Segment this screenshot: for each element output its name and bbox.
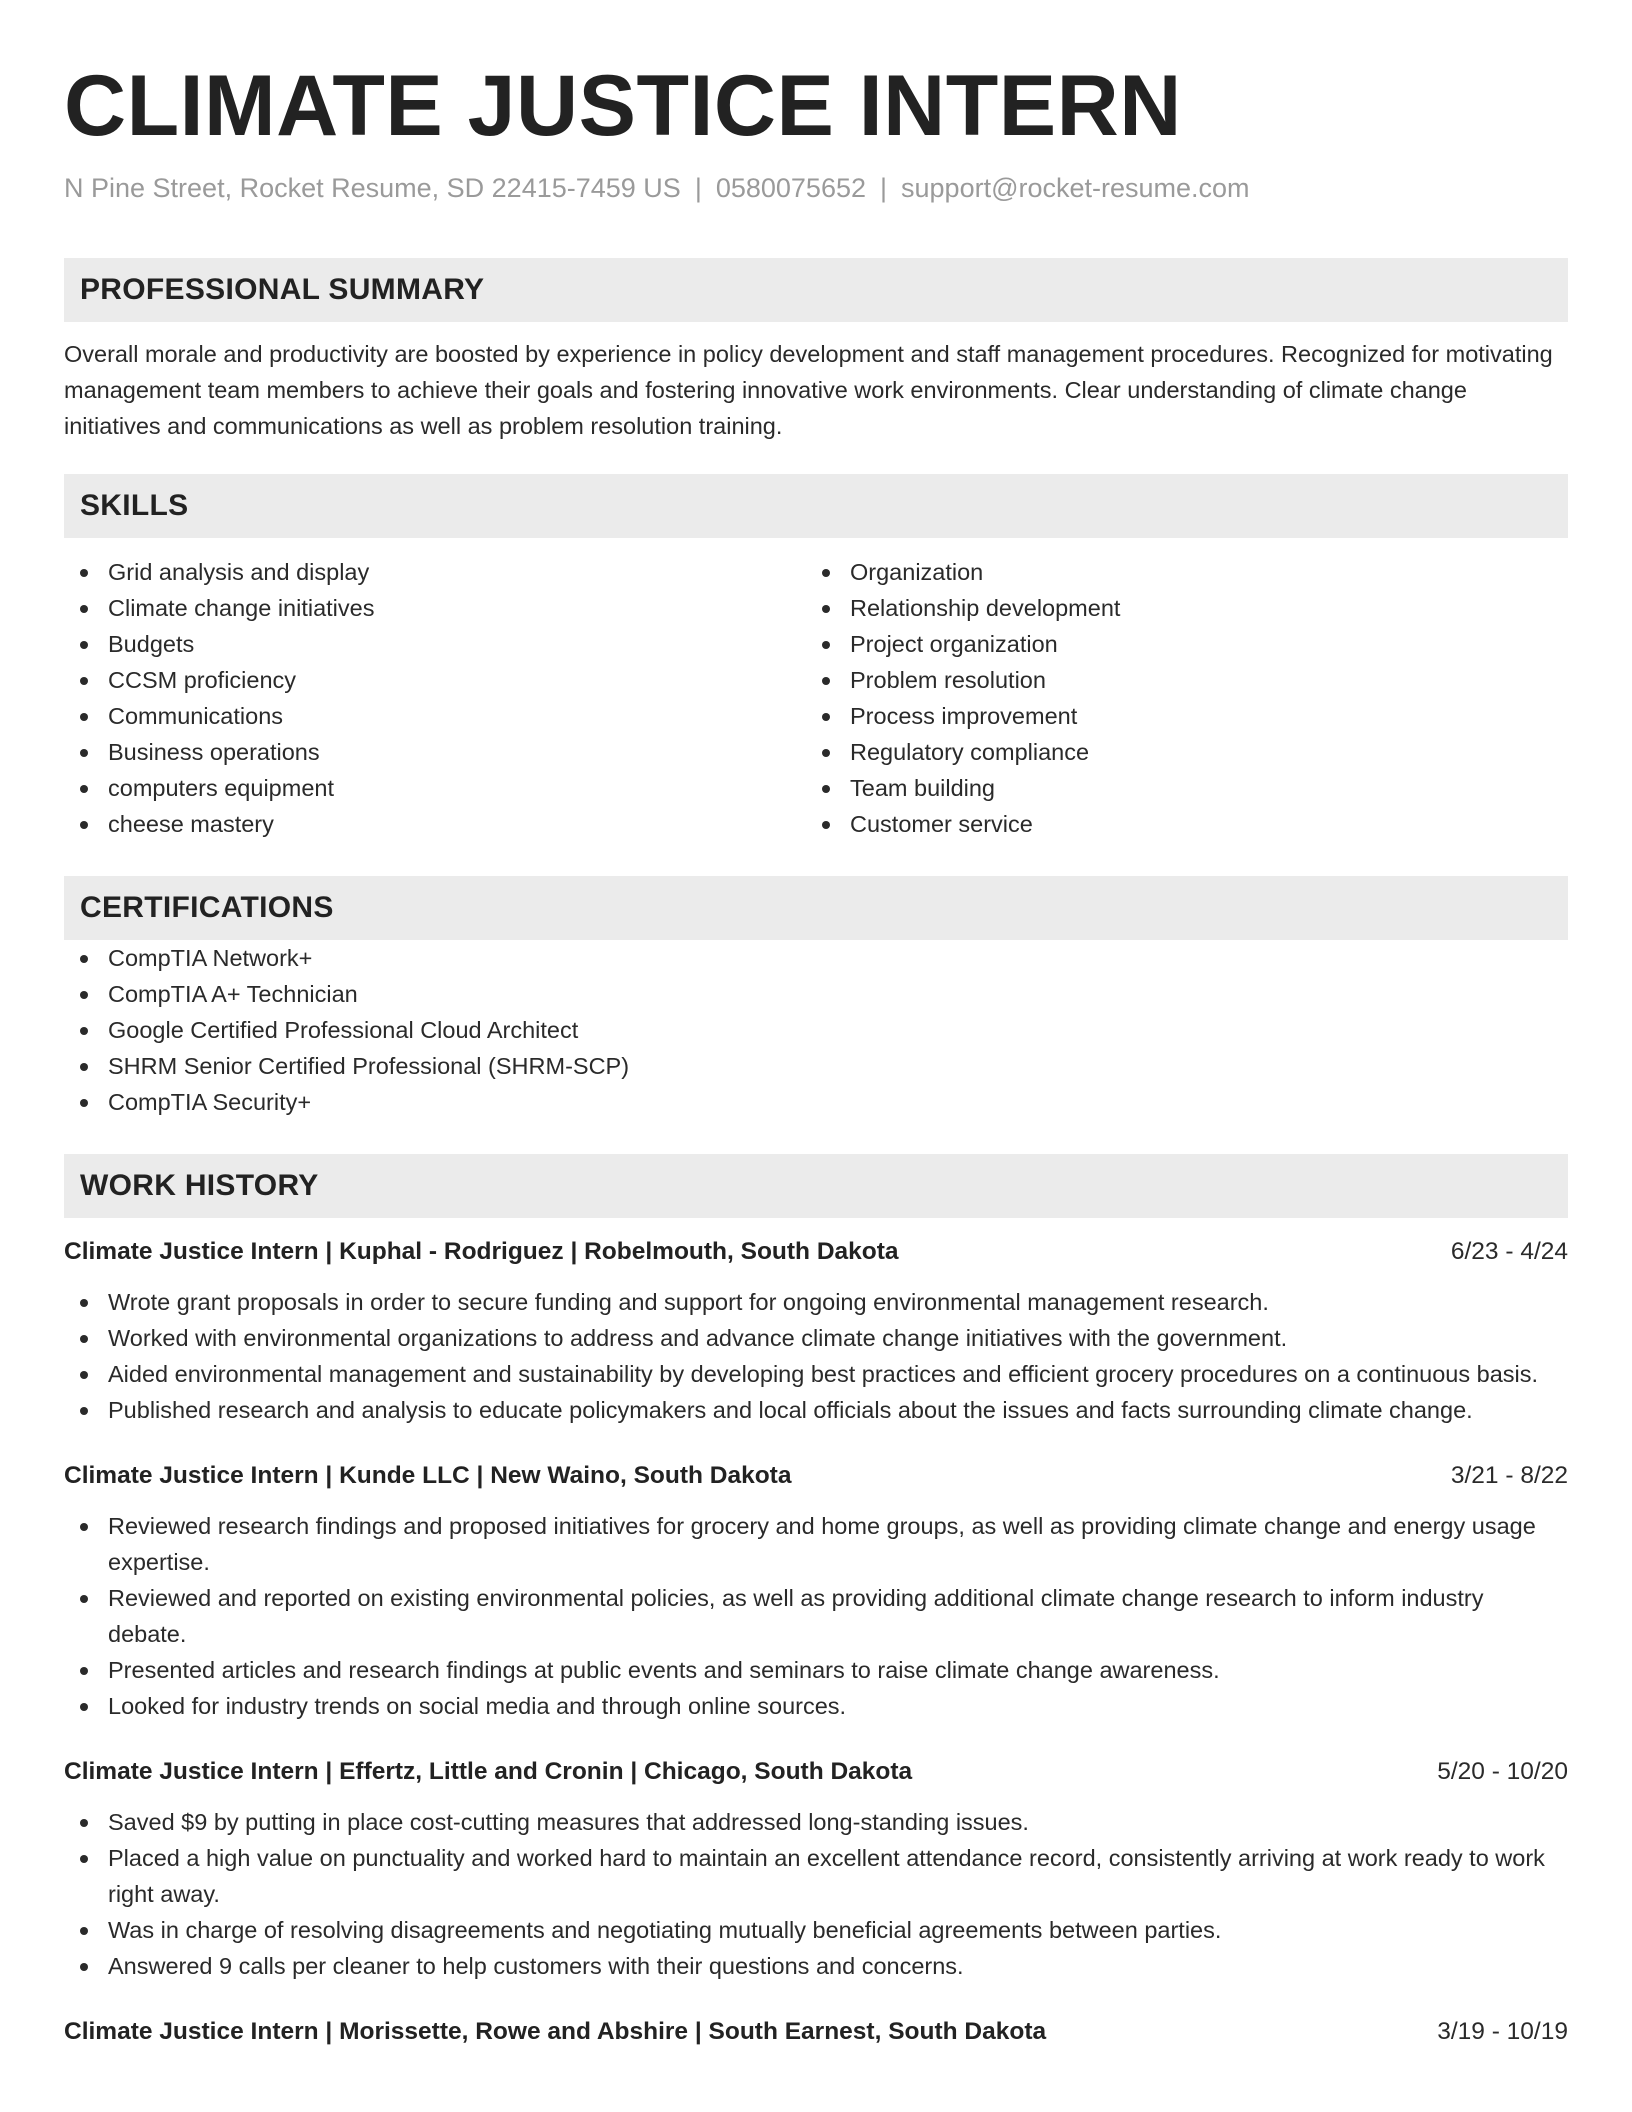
skill-item: Organization	[806, 554, 1548, 590]
contact-line	[64, 170, 1568, 206]
contact-separator: |	[880, 173, 888, 203]
job-title: Climate Justice Intern | Kunde LLC | New Waino, South Dakota	[64, 1462, 792, 1489]
job-bullet: Placed a high value on punctuality and worked hard to maintain an excellent attendance record, consistently arriving at work ready to work right away.	[64, 1840, 1568, 1912]
job-bullets	[64, 1804, 1568, 1984]
job-header	[64, 1458, 1568, 1494]
skill-item: Climate change initiatives	[64, 590, 806, 626]
skill-item: Communications	[64, 698, 806, 734]
contact-phone: 0580075652	[715, 173, 866, 203]
certifications-list	[64, 940, 1568, 1120]
job-bullet: Aided environmental management and sustainability by developing best practices and efficient grocery procedures on a continuous basis.	[64, 1356, 1568, 1392]
job-bullet: Looked for industry trends on social media and through online sources.	[64, 1688, 1568, 1724]
skills-column-left	[64, 554, 806, 842]
job-dates: 3/21 - 8/22	[1450, 1462, 1568, 1489]
job-dates: 6/23 - 4/24	[1450, 1238, 1568, 1265]
job-bullet: Wrote grant proposals in order to secure funding and support for ongoing environmental management research.	[64, 1284, 1568, 1320]
job-bullets	[64, 1508, 1568, 1724]
skill-item: Problem resolution	[806, 662, 1548, 698]
job-header	[64, 2014, 1568, 2050]
contact-email: support@rocket-resume.com	[901, 173, 1250, 203]
skill-item: Customer service	[806, 806, 1548, 842]
certification-item: Google Certified Professional Cloud Architect	[64, 1012, 1568, 1048]
job-bullets	[64, 1284, 1568, 1428]
skill-item: Grid analysis and display	[64, 554, 806, 590]
job-dates: 3/19 - 10/19	[1437, 2018, 1568, 2045]
job-bullet: Reviewed and reported on existing environmental policies, as well as providing additional climate change research to inform industry debate.	[64, 1580, 1568, 1652]
skill-item: cheese mastery	[64, 806, 806, 842]
resume-page	[64, 0, 1568, 2064]
skills-grid	[64, 554, 1568, 842]
skill-item: computers equipment	[64, 770, 806, 806]
certification-item: CompTIA Network+	[64, 940, 1568, 976]
job-dates: 5/20 - 10/20	[1437, 1758, 1568, 1785]
skill-item: CCSM proficiency	[64, 662, 806, 698]
contact-separator: |	[694, 173, 702, 203]
skill-item: Business operations	[64, 734, 806, 770]
contact-address: N Pine Street, Rocket Resume, SD 22415-7459 US	[64, 173, 681, 203]
certifications-heading: CERTIFICATIONS	[64, 876, 1568, 940]
job-bullet: Presented articles and research findings at public events and seminars to raise climate change awareness.	[64, 1652, 1568, 1688]
job-entry	[64, 1754, 1568, 1984]
skills-column-right	[806, 554, 1548, 842]
job-bullet: Answered 9 calls per cleaner to help customers with their questions and concerns.	[64, 1948, 1568, 1984]
job-bullet: Was in charge of resolving disagreements and negotiating mutually beneficial agreements between parties.	[64, 1912, 1568, 1948]
job-entry	[64, 2014, 1568, 2050]
skill-item: Relationship development	[806, 590, 1548, 626]
skill-item: Budgets	[64, 626, 806, 662]
job-entry	[64, 1458, 1568, 1724]
certification-item: CompTIA A+ Technician	[64, 976, 1568, 1012]
job-bullet: Worked with environmental organizations to address and advance climate change initiatives with the government.	[64, 1320, 1568, 1356]
certification-item: SHRM Senior Certified Professional (SHRM-SCP)	[64, 1048, 1568, 1084]
skill-item: Project organization	[806, 626, 1548, 662]
resume-name: CLIMATE JUSTICE INTERN	[64, 58, 1182, 154]
work-history-heading: WORK HISTORY	[64, 1154, 1568, 1218]
skill-item: Regulatory compliance	[806, 734, 1548, 770]
job-bullet: Saved $9 by putting in place cost-cutting measures that addressed long-standing issues.	[64, 1804, 1568, 1840]
skill-item: Process improvement	[806, 698, 1548, 734]
job-entry	[64, 1234, 1568, 1428]
job-title: Climate Justice Intern | Kuphal - Rodriguez | Robelmouth, South Dakota	[64, 1238, 899, 1265]
job-title: Climate Justice Intern | Effertz, Little and Cronin | Chicago, South Dakota	[64, 1758, 913, 1785]
skills-heading: SKILLS	[64, 474, 1568, 538]
summary-text: Overall morale and productivity are boosted by experience in policy development and staff management procedures. Recognized for motivating management team members to achieve their goals and fostering innovative work environments. Clear understanding of climate change initiatives and communications as well as problem resolution training.	[64, 341, 1553, 439]
job-header	[64, 1234, 1568, 1270]
job-bullet: Reviewed research findings and proposed initiatives for grocery and home groups, as well as providing climate change and energy usage expertise.	[64, 1508, 1568, 1580]
job-title: Climate Justice Intern | Morissette, Rowe and Abshire | South Earnest, South Dakota	[64, 2018, 1047, 2045]
certification-item: CompTIA Security+	[64, 1084, 1568, 1120]
skill-item: Team building	[806, 770, 1548, 806]
job-bullet: Published research and analysis to educate policymakers and local officials about the issues and facts surrounding climate change.	[64, 1392, 1568, 1428]
job-header	[64, 1754, 1568, 1790]
summary-heading: PROFESSIONAL SUMMARY	[64, 258, 1568, 322]
